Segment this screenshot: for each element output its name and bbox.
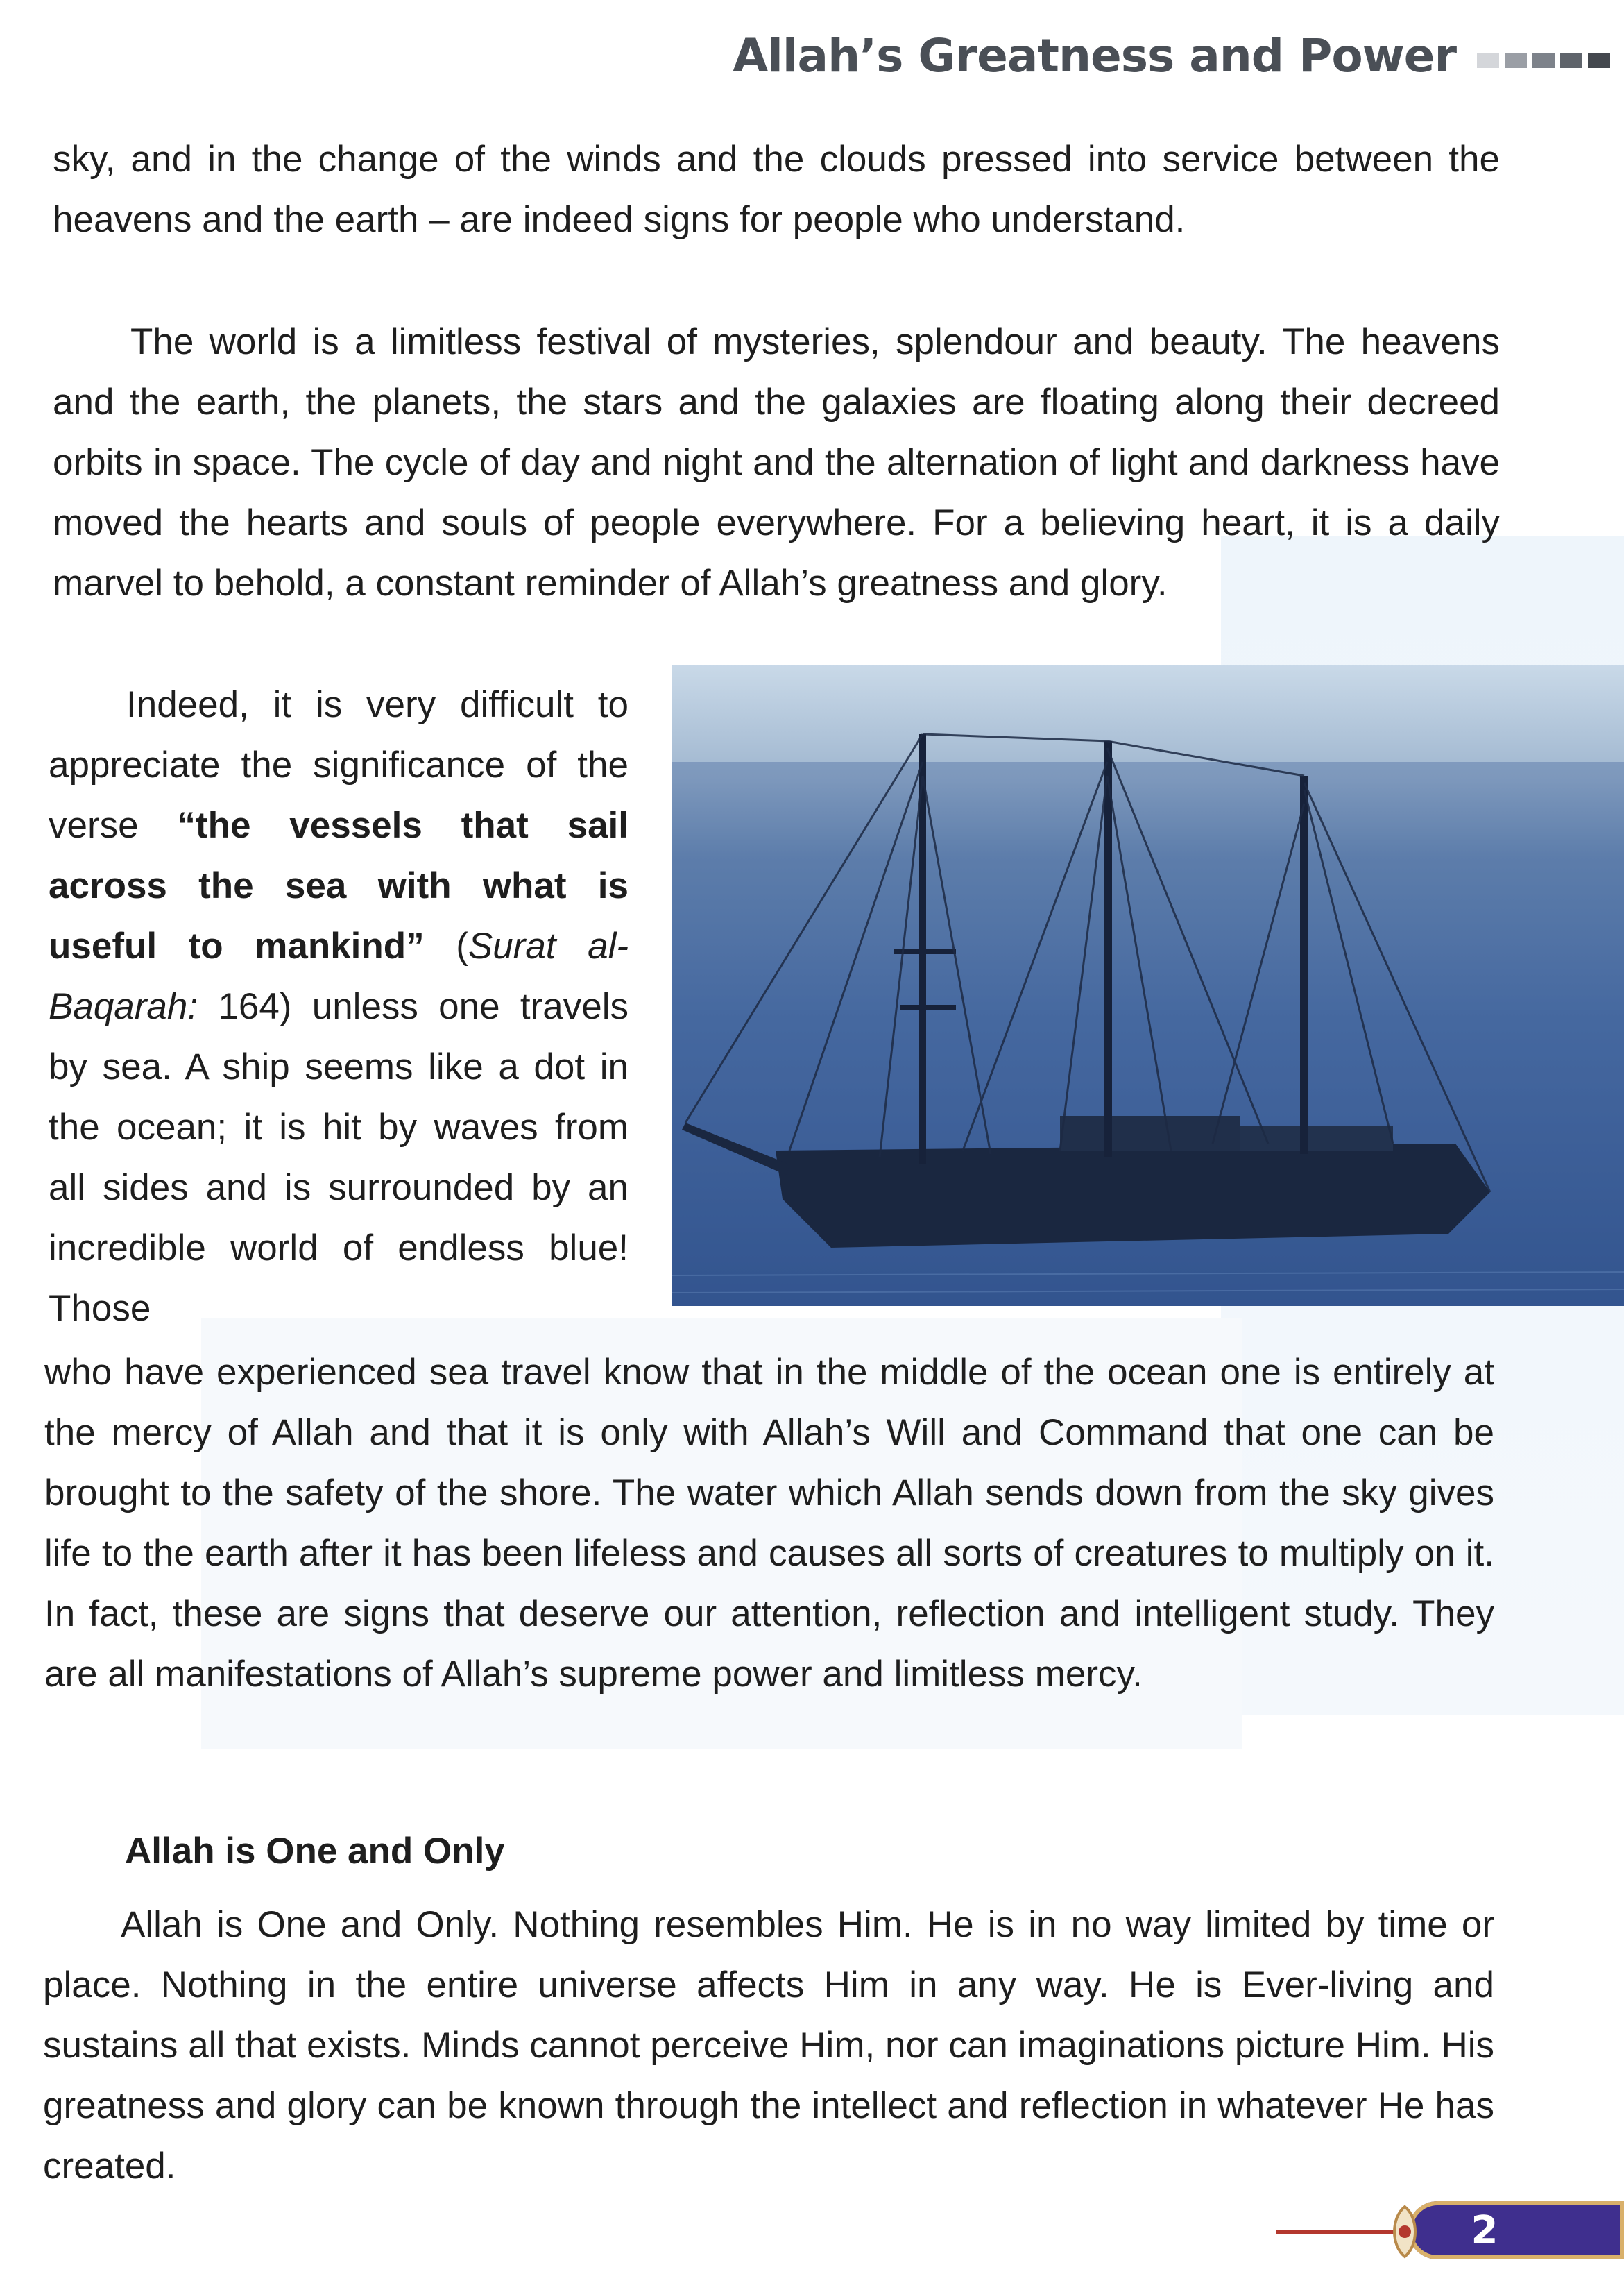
text-run: 164) bbox=[198, 986, 292, 1027]
paragraph-continuation bbox=[53, 129, 1500, 250]
ornament-icon bbox=[1384, 2204, 1426, 2259]
header-block bbox=[1505, 53, 1527, 68]
paragraph-text: The world is a limitless festival of mysteries, splendour and beauty. The heavens and the earth, the planets, the stars and the galaxies are floating along their decreed orbits in space. The cycle of day and night and the alternation of light and darkness have moved the hearts and souls of people everywhere. For a believing heart, it is a daily marvel to behold, a constant reminder of Allah’s greatness and glory. bbox=[53, 321, 1500, 604]
header-block bbox=[1532, 53, 1555, 68]
verse-quote: “the vessels that sail across the sea with what is useful to mankind” bbox=[49, 805, 629, 967]
paragraph-sea-travel bbox=[44, 1342, 1494, 1704]
paragraph-vessels bbox=[49, 674, 629, 1339]
section-heading: Allah is One and Only bbox=[125, 1831, 505, 1872]
paragraph-world bbox=[53, 312, 1500, 613]
chapter-title: Allah’s Greatness and Power bbox=[733, 28, 1456, 83]
paragraph-text: Allah is One and Only. Nothing resembles Him. He is in no way limited by time or place. Nothing in the entire universe affects Him in any way. He is Ever-living and sustains all that exists. Minds cannot perceive Him, nor can imaginations picture Him. His greatness and glory can be known through the intellect and reflection in whatever He has created. bbox=[43, 1904, 1494, 2187]
header-block bbox=[1588, 53, 1610, 68]
page-number: 2 bbox=[1471, 2208, 1498, 2253]
header-block bbox=[1477, 53, 1499, 68]
text-run: ( bbox=[424, 926, 468, 967]
header-block bbox=[1560, 53, 1582, 68]
text-run: unless one travels by sea. A ship seems like a dot in the ocean; it is hit by waves from all sides and is surrounded by an incredible world of endless blue! Those bbox=[49, 986, 629, 1329]
paragraph-one-and-only bbox=[43, 1894, 1494, 2196]
surah-reference: Surat al-Baqarah: bbox=[49, 926, 629, 1027]
footer-rule bbox=[1276, 2230, 1394, 2234]
paragraph-text bbox=[49, 674, 629, 1339]
paragraph-text: who have experienced sea travel know that in the middle of the ocean one is entirely at the mercy of Allah and that it is only with Allah’s Will and Command that one can be brought to the safety of the shore. The water which Allah sends down from the sky gives life to the earth after it has been lifeless and causes all sorts of creatures to multiply on it. In fact, these are signs that deserve our attention, reflection and intelligent study. They are all manifestations of Allah’s supreme power and limitless mercy. bbox=[44, 1352, 1494, 1695]
text-run: Indeed, it is very difficult to appreciate the significance of the verse bbox=[49, 684, 629, 846]
header-decoration bbox=[1477, 43, 1610, 68]
running-header bbox=[733, 21, 1610, 90]
sailing-ship-photo bbox=[672, 665, 1624, 1306]
paragraph-text: sky, and in the change of the winds and the clouds pressed into service between the heavens and the earth – are indeed signs for people who understand. bbox=[53, 139, 1500, 240]
